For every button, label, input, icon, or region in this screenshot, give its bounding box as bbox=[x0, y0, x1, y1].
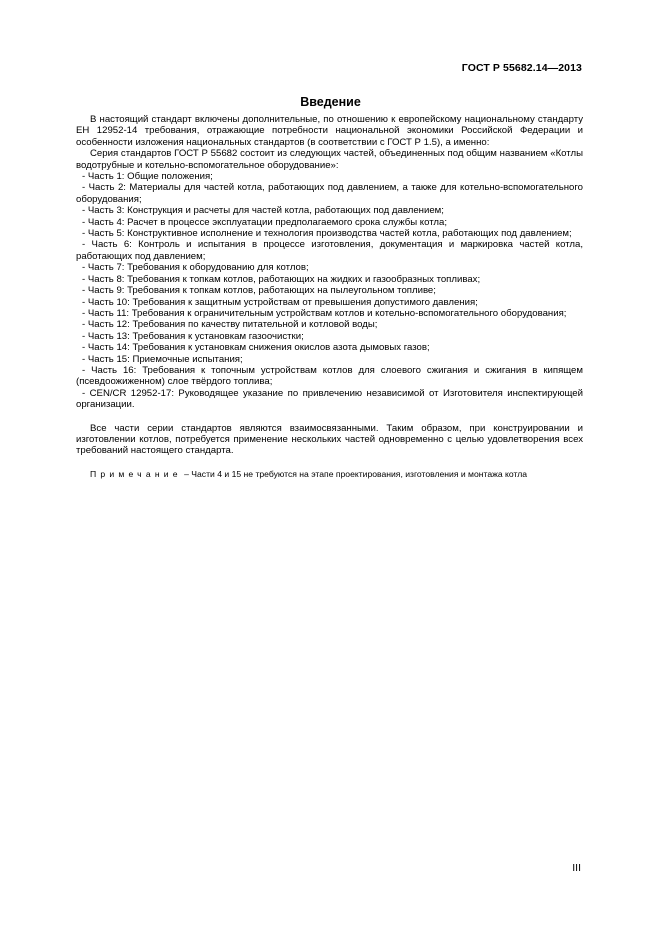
list-item-part-4: - Часть 4: Расчет в процессе эксплуатации предполагаемого срока службы котла; bbox=[82, 216, 447, 228]
list-item-part-15: - Часть 15: Приемочные испытания; bbox=[82, 353, 243, 365]
note-text: – Части 4 и 15 не требуются на этапе проектирования, изготовления и монтажа котла bbox=[181, 468, 528, 479]
section-title: Введение bbox=[300, 95, 361, 109]
note bbox=[76, 469, 583, 480]
spacer bbox=[76, 457, 583, 469]
document-body bbox=[76, 114, 583, 480]
list-item-part-7: - Часть 7: Требования к оборудованию для котлов; bbox=[82, 262, 309, 274]
list-item-part-14: - Часть 14: Требования к установкам снижения окислов азота дымовых газов; bbox=[82, 342, 430, 354]
intro-paragraph: В настоящий стандарт включены дополнительные, по отношению к европейскому национальному стандарту ЕН 12952-14 требования, отражающие потребности национальной экономики Российской Федерации и особенности изложения национальных стандартов (в соответствии с ГОСТ Р 1.5), а именно: bbox=[76, 114, 583, 148]
page-number: III bbox=[572, 862, 581, 874]
spacer bbox=[76, 411, 583, 423]
list-item-part-1: - Часть 1: Общие положения; bbox=[82, 171, 213, 183]
list-item-part-10: - Часть 10: Требования к защитным устройствам от превышения допустимого давления; bbox=[82, 296, 478, 308]
list-item-part-5: - Часть 5: Конструктивное исполнение и технология производства частей котла, работающих под давлением; bbox=[82, 228, 572, 240]
list-item-part-3: - Часть 3: Конструкция и расчеты для частей котла, работающих под давлением; bbox=[82, 205, 444, 217]
list-item-part-11: - Часть 11: Требования к ограничительным устройствам котлов и котельно-вспомогательного оборудования; bbox=[82, 307, 567, 319]
series-paragraph: Серия стандартов ГОСТ Р 55682 состоит из следующих частей, объединенных под общим названием «Котлы водотрубные и котельно-вспомогательное оборудование»: bbox=[76, 148, 583, 171]
list-item-cen-cr-17: - CEN/CR 12952-17: Руководящее указание по привлечению независимой от Изготовителя инспектирующей организации. bbox=[76, 387, 583, 411]
list-item-part-8: - Часть 8: Требования к топкам котлов, работающих на жидких и газообразных топливах; bbox=[82, 273, 481, 285]
list-item-part-12: - Часть 12: Требования по качеству питательной и котловой воды; bbox=[82, 319, 378, 331]
list-item-part-2: - Часть 2: Материалы для частей котла, работающих под давлением, а также для котельно-вспомогательного оборудования; bbox=[76, 182, 583, 205]
closing-paragraph: Все части серии стандартов являются взаимосвязанными. Таким образом, при конструировании и изготовлении котлов, потребуется применение нескольких частей одновременно с целью удовлетворения всех требований настоящего стандарта. bbox=[76, 422, 583, 457]
list-item-part-6: - Часть 6: Контроль и испытания в процессе изготовления, документация и маркировка частей котла, работающих под давлением; bbox=[76, 239, 583, 262]
list-item-part-9: - Часть 9: Требования к топкам котлов, работающих на пылеугольном топливе; bbox=[82, 285, 436, 297]
list-item-part-13: - Часть 13: Требования к установкам газоочистки; bbox=[82, 330, 304, 342]
note-label: Примечание bbox=[90, 468, 182, 479]
list-item-part-16: - Часть 16: Требования к топочным устройствам котлов для слоевого сжигания и сжигания в кипящем (псевдоожиженном) слое твёрдого топлива; bbox=[76, 364, 583, 388]
document-code-header: ГОСТ Р 55682.14—2013 bbox=[461, 62, 582, 74]
